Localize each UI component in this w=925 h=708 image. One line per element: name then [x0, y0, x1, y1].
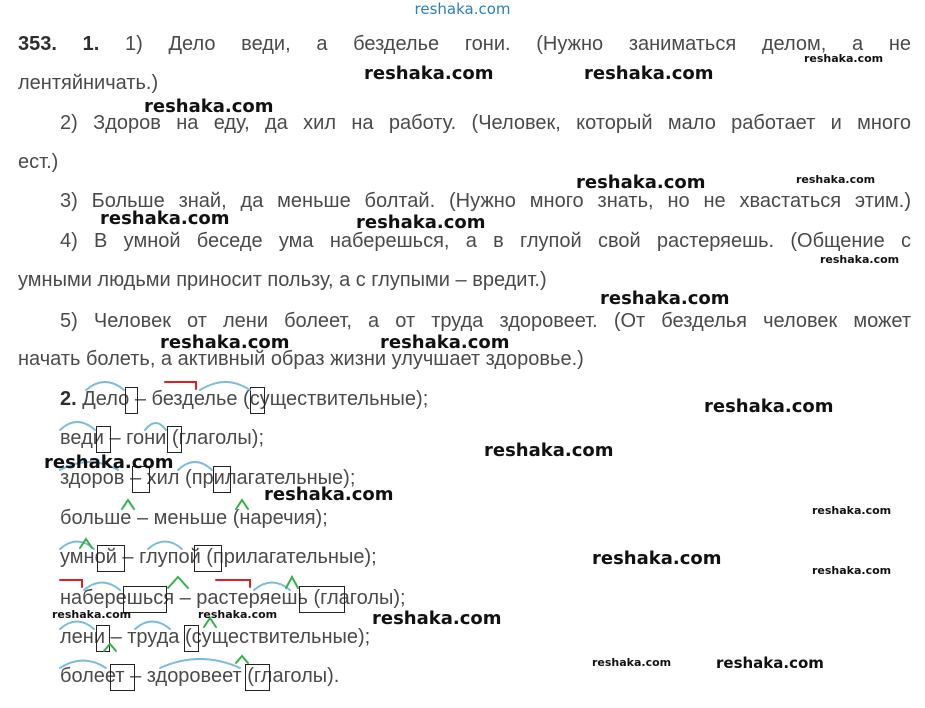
paragraph-line-5: 3) Больше знай, да меньше болтай. (Нужно много знать, но не хвастаться этим.) [60, 190, 911, 212]
watermark: reshaka.com [160, 332, 290, 353]
watermark: reshaka.com [804, 52, 884, 65]
root-arc [148, 542, 182, 550]
paragraph-line-6: 4) В умной беседе ума наберешься, а в глупой свой растеряешь. (Общение с [60, 230, 911, 252]
prefix-mark [165, 382, 196, 389]
analysis-row-7: лени – труда (существительные); [60, 626, 371, 648]
root-arc [254, 583, 290, 591]
task-number-1: 1. [82, 33, 100, 55]
root-arc [135, 622, 170, 630]
watermark: reshaka.com [812, 504, 892, 517]
suffix-mark [236, 656, 248, 663]
root-arc [160, 659, 240, 668]
root-arc [200, 382, 250, 390]
watermark: reshaka.com [380, 332, 510, 353]
watermark: reshaka.com [704, 396, 834, 417]
watermark: reshaka.com [364, 63, 494, 84]
watermark: reshaka.com [356, 212, 486, 233]
paragraph-line-2: лентяйничать.) [18, 72, 159, 94]
watermark: reshaka.com [576, 172, 706, 193]
analysis-row-4: больше – меньше (наречия); [60, 507, 328, 529]
watermark: reshaka.com [716, 654, 824, 672]
watermark: reshaka.com [264, 484, 394, 505]
paragraph-line-7: умными людьми приносит пользу, а с глупыми – вредит.) [18, 269, 547, 291]
watermark: reshaka.com [198, 608, 278, 621]
paragraph-line-4: ест.) [18, 151, 59, 173]
root-arc [86, 382, 124, 390]
suffix-mark [122, 500, 134, 509]
analysis-row-5: умной – глупой (прилагательные); [60, 546, 377, 568]
watermark: reshaka.com [812, 564, 892, 577]
watermark: reshaka.com [592, 548, 722, 569]
watermark: reshaka.com [600, 288, 730, 309]
watermark: reshaka.com [484, 440, 614, 461]
watermark: reshaka.com [796, 173, 876, 186]
analysis-row-3: здоров – хил (прилагательные); [60, 467, 356, 489]
root-arc [60, 422, 95, 430]
paragraph-line-3: 2) Здоров на еду, да хил на работу. (Человек, который мало работает и много [60, 112, 911, 134]
watermark: reshaka.com [820, 253, 900, 266]
suffix-mark [168, 577, 188, 588]
exercise-number: 353. [18, 33, 57, 55]
root-arc [60, 622, 94, 630]
prefix-mark [216, 580, 250, 587]
root-arc [60, 661, 106, 669]
word-pair-1: Дело – безделье (существительные); [82, 388, 429, 410]
analysis-row-2: веди – гони (глаголы); [60, 427, 265, 449]
watermark: reshaka.com [52, 608, 132, 621]
suffix-mark [286, 577, 298, 588]
paragraph-line-8: 5) Человек от лени болеет, а от труда здоровеет. (От безделья человек может [60, 310, 911, 332]
watermark: reshaka.com [372, 608, 502, 629]
analysis-row-6: наберешься – растеряешь (глаголы); [60, 587, 406, 609]
root-arc [178, 462, 212, 470]
watermark: reshaka.com [144, 96, 274, 117]
watermark: reshaka.com [44, 452, 174, 473]
suffix-mark [236, 500, 248, 509]
suffix-mark [104, 644, 116, 651]
watermark: reshaka.com [592, 656, 672, 669]
proverb-1: 1) Дело веди, а безделье гони. (Нужно заниматься делом, а не [125, 33, 911, 55]
watermark: reshaka.com [100, 208, 230, 229]
task-number-2: 2. [60, 388, 77, 410]
root-arc [145, 423, 166, 430]
header-watermark: reshaka.com [414, 0, 511, 18]
watermark: reshaka.com [584, 63, 714, 84]
paragraph-line-9: начать болеть, а активный образ жизни улучшает здоровье.) [18, 348, 584, 370]
root-arc [84, 583, 120, 591]
prefix-mark [60, 580, 82, 587]
analysis-row-8: болеет – здоровеет (глаголы). [60, 665, 340, 687]
